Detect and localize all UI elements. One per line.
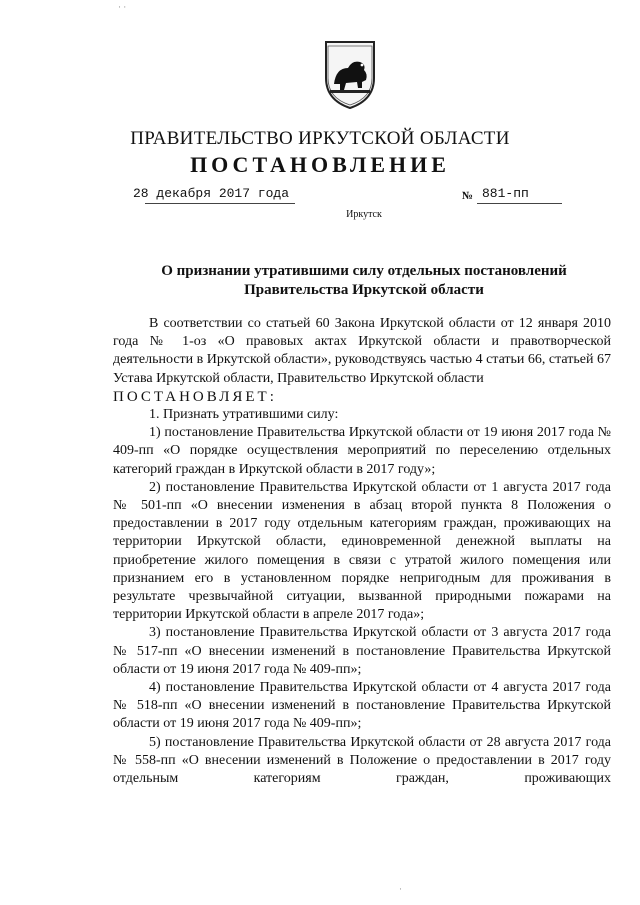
list-item-2: 2) постановление Правительства Иркутской области от 1 августа 2017 года № 501-пп «О внесении изменения в абзац второй пункта 8 Положения о предоставлении в 2017 году отдельным категориям граждан, проживающих на территории Иркутской области, единовременной денежной выплаты на приобретение жилого помещения в связи с утратой жилого помещения или признанием его в установленном порядке непригодным для проживания в результате чрезвычайной ситуации, вызванной природными пожарами на территории Иркутской области в апреле 2017 года»; <box>113 479 611 623</box>
number-underline <box>477 203 562 204</box>
document-type: ПОСТАНОВЛЕНИЕ <box>190 152 450 177</box>
list-item-4: 4) постановление Правительства Иркутской области от 4 августа 2017 года № 518-пп «О внесении изменений в постановление Правительства Иркутской области от 19 июня 2017 года № 409-пп»; <box>113 680 611 732</box>
document-title <box>0 262 640 300</box>
date-underline <box>145 203 295 204</box>
organization-name: ПРАВИТЕЛЬСТВО ИРКУТСКОЙ ОБЛАСТИ <box>130 128 510 149</box>
point-1: 1. Признать утратившими силу: <box>149 407 339 423</box>
coat-of-arms-icon <box>322 38 378 110</box>
list-item-5: 5) постановление Правительства Иркутской области от 28 августа 2017 года № 558-пп «О внесении изменений в Положение о предоставлении в 2017 году отдельным категориям граждан, проживающих <box>113 734 611 787</box>
document-number: 881-пп <box>482 186 529 201</box>
scan-mark-top: · · <box>118 2 127 12</box>
title-line-1: О признании утратившими силу отдельных постановлений <box>161 263 567 279</box>
number-sign: № <box>462 190 474 202</box>
list-item-1: 1) постановление Правительства Иркутской области от 19 июня 2017 года № 409-пп «О порядке осуществления мероприятий по переселению отдельных категорий граждан в Иркутской области в 2017 году»; <box>113 425 611 477</box>
document-date: 28 декабря 2017 года <box>133 186 290 201</box>
preamble-paragraph: В соответствии со статьей 60 Закона Иркутской области от 12 января 2010 года № 1-оз «О правовых актах Иркутской области и правотворческой деятельности в Иркутской области», руководствуясь частью 4 статьи 66, статьей 67 Устава Иркутской области, Правительство Иркутской области <box>113 316 611 386</box>
title-line-2: Правительства Иркутской области <box>244 282 484 298</box>
document-body <box>113 315 611 788</box>
city-name: Иркутск <box>346 209 382 220</box>
resolution-keyword: ПОСТАНОВЛЯЕТ: <box>113 388 277 405</box>
list-item-3: 3) постановление Правительства Иркутской области от 3 августа 2017 года № 517-пп «О внесении изменений в постановление Правительства Иркутской области от 19 июня 2017 года № 409-пп»; <box>113 625 611 677</box>
scan-mark-bottom: · <box>399 884 402 894</box>
